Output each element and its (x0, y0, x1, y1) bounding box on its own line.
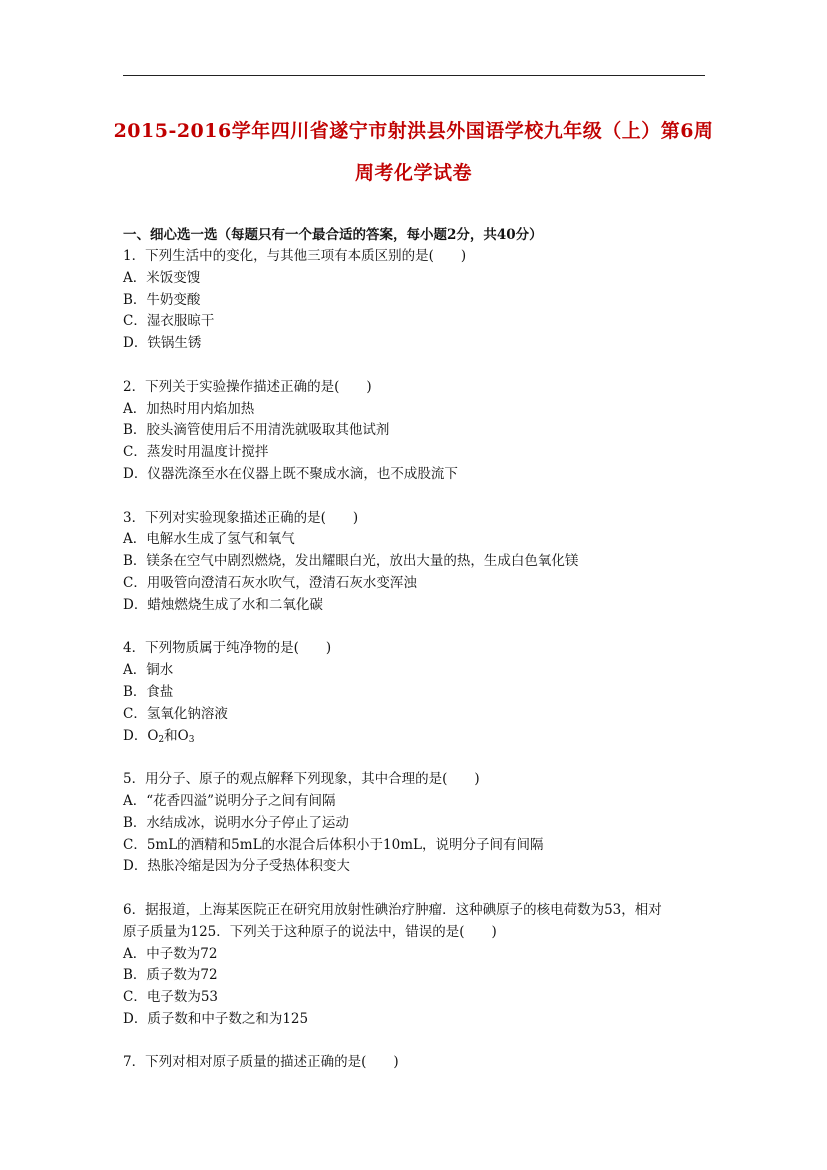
question-stem-line1: 6．据报道，上海某医院正在研究用放射性碘治疗肿瘤．这种碘原子的核电荷数为53，相对 (123, 901, 662, 918)
option-d: D．蜡烛燃烧生成了水和二氧化碳 (123, 596, 323, 613)
option-a: A．加热时用内焰加热 (123, 400, 255, 417)
option-a: A．电解水生成了氢气和氧气 (123, 531, 295, 548)
option-d-mid: 和O (164, 727, 189, 744)
option-b: B．牛奶变酸 (123, 291, 201, 308)
option-d: D．热胀冷缩是因为分子受热体积变大 (123, 858, 350, 875)
question-list (123, 246, 713, 1096)
question-stem: 3．下列对实验现象描述正确的是( ) (123, 509, 359, 526)
subscript-3: 3 (188, 734, 195, 745)
header-rule (123, 75, 705, 76)
page-title-line2: 周考化学试卷 (354, 162, 472, 184)
option-c: C．氢氧化钠溶液 (123, 705, 228, 722)
option-d: D．仪器洗涤至水在仪器上既不聚成水滴，也不成股流下 (123, 465, 458, 482)
option-b: B．食盐 (123, 683, 174, 700)
section-heading: 一、细心选一选（每题只有一个最合适的答案，每小题2分，共40分） (123, 227, 543, 243)
option-b: B．胶头滴管使用后不用清洗就吸取其他试剂 (123, 422, 390, 439)
option-a: A．米饭变馊 (123, 269, 201, 286)
question-2 (123, 377, 713, 486)
question-stem: 1．下列生活中的变化，与其他三项有本质区别的是( ) (123, 248, 467, 264)
option-a: A．中子数为72 (123, 945, 218, 962)
option-c: C．5mL的酒精和5mL的水混合后体积小于10mL，说明分子间有间隔 (123, 836, 544, 853)
question-stem: 7．下列对相对原子质量的描述正确的是( ) (123, 1054, 399, 1071)
question-6 (123, 900, 713, 1031)
option-b: B．质子数为72 (123, 967, 218, 984)
question-stem: 4．下列物质属于纯净物的是( ) (123, 640, 332, 657)
page-title-line1: 2015-2016学年四川省遂宁市射洪县外国语学校九年级（上）第6周 (113, 120, 714, 142)
question-5 (123, 769, 713, 878)
question-3 (123, 508, 713, 617)
option-d (123, 726, 713, 748)
option-a: A．“花香四溢”说明分子之间有间隔 (123, 792, 336, 809)
option-b: B．水结成冰，说明水分子停止了运动 (123, 814, 349, 831)
option-c: C．蒸发时用温度计搅拌 (123, 444, 269, 461)
option-c: C．电子数为53 (123, 989, 219, 1006)
question-7 (123, 1052, 713, 1074)
option-d: D．质子数和中子数之和为125 (123, 1010, 309, 1027)
question-stem: 5．用分子、原子的观点解释下列现象，其中合理的是( ) (123, 771, 480, 788)
option-c: C．用吸管向澄清石灰水吹气，澄清石灰水变浑浊 (123, 574, 417, 591)
question-stem-line2: 原子质量为125．下列关于这种原子的说法中，错误的是( ) (123, 923, 497, 940)
option-d-prefix: D．O (123, 727, 159, 744)
question-1 (123, 246, 713, 355)
question-stem: 2．下列关于实验操作描述正确的是( ) (123, 378, 372, 395)
option-d: D．铁锅生锈 (123, 335, 202, 352)
option-b: B．镁条在空气中剧烈燃烧，发出耀眼白光，放出大量的热，生成白色氧化镁 (123, 553, 579, 570)
question-4 (123, 638, 713, 747)
option-a: A．铜水 (123, 662, 174, 679)
option-c: C．湿衣服晾干 (123, 313, 215, 330)
subscript-2: 2 (158, 734, 165, 745)
